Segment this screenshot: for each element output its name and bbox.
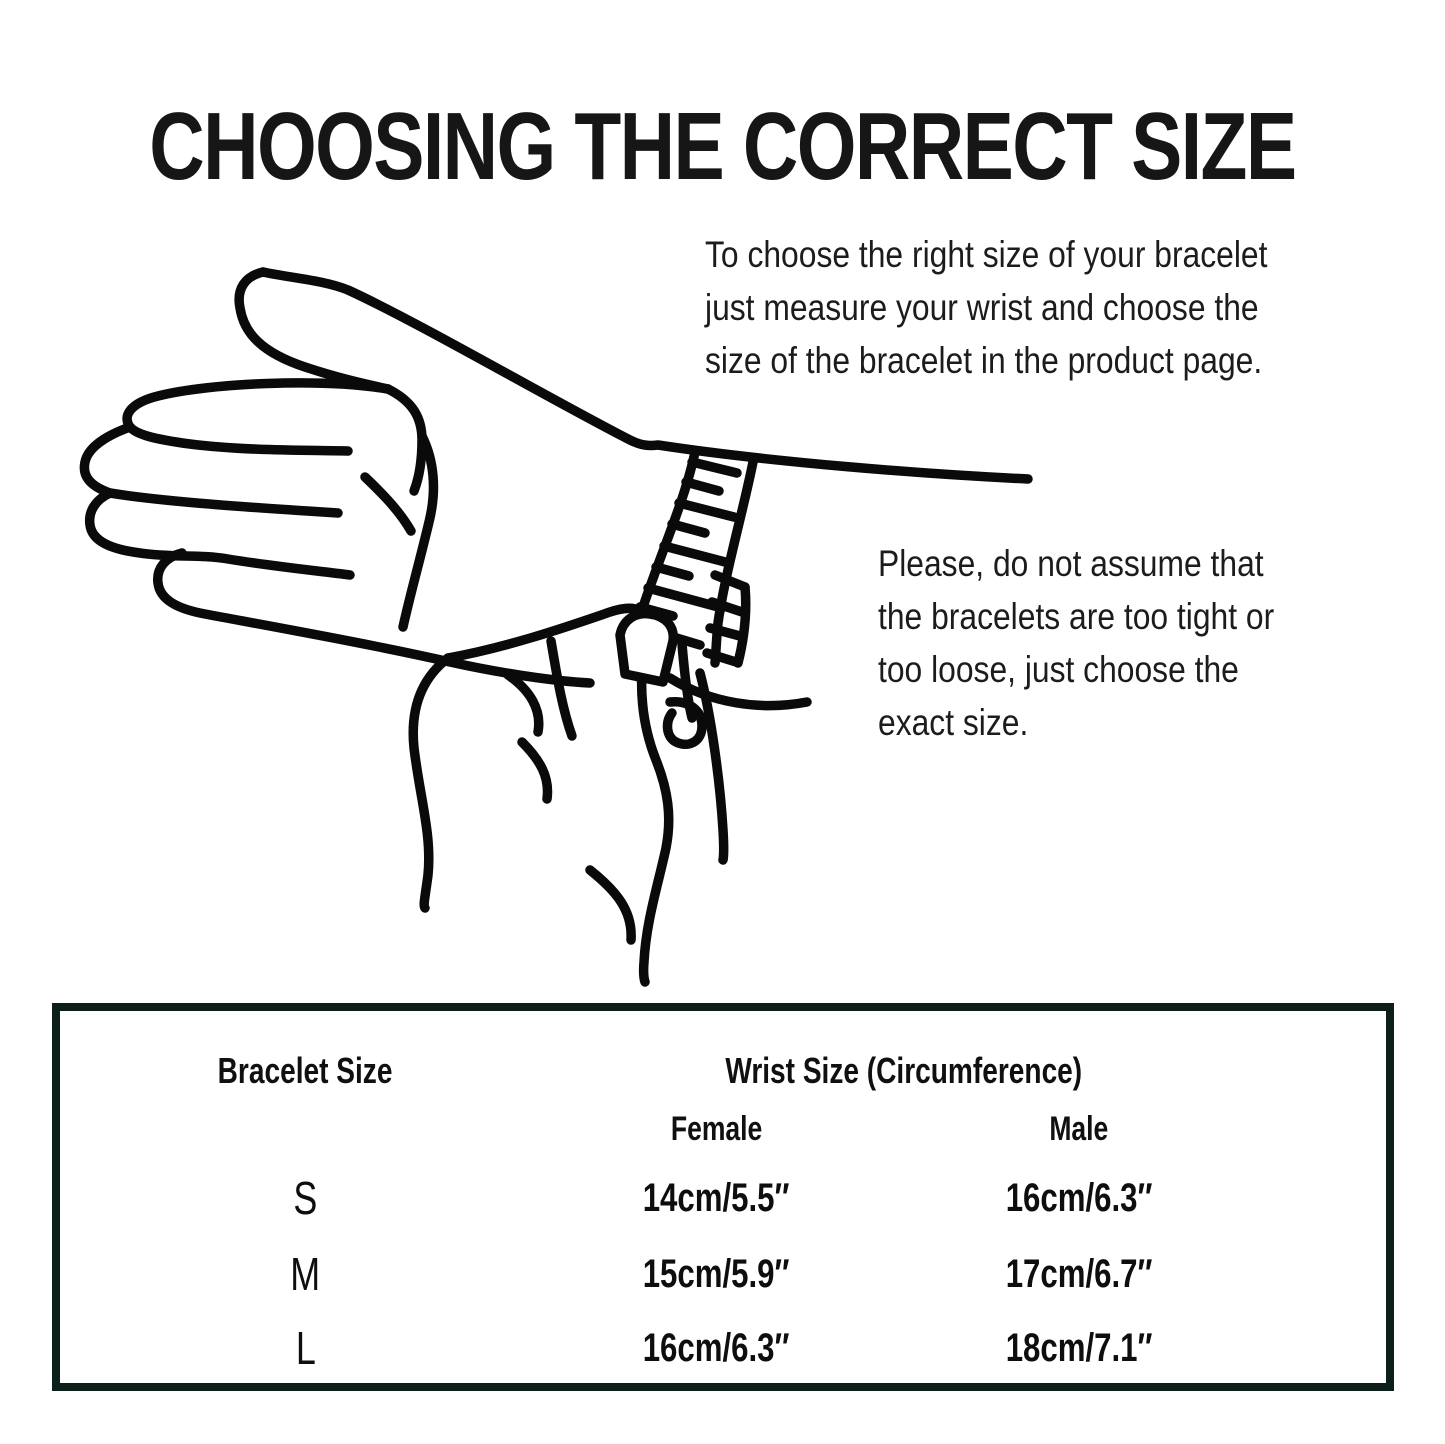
- intro-line: size of the bracelet in the product page.: [705, 340, 1263, 381]
- page-title-row: [0, 92, 1445, 202]
- open-hand: [84, 272, 1028, 683]
- female-value: 15cm/5.9″: [642, 1251, 790, 1296]
- male-value: 16cm/6.3″: [1005, 1175, 1153, 1220]
- note-line: exact size.: [878, 702, 1029, 743]
- size-label: S: [293, 1172, 318, 1224]
- header-bracelet-size: Bracelet Size: [217, 1050, 393, 1091]
- note-line: the bracelets are too tight or: [878, 596, 1275, 637]
- table-row-s: [60, 1167, 1386, 1229]
- female-value: 14cm/5.5″: [642, 1175, 790, 1220]
- table-row-l: [60, 1317, 1386, 1379]
- size-label: L: [295, 1322, 316, 1374]
- hand-measurement-illustration: [70, 250, 1060, 1010]
- header-wrist-size: Wrist Size (Circumference): [724, 1050, 1082, 1091]
- measuring-tape: [633, 452, 807, 744]
- intro-line: To choose the right size of your bracelet: [705, 234, 1268, 275]
- size-table: [52, 1003, 1394, 1391]
- table-subheader-row: [60, 1105, 1386, 1153]
- subheader-female: Female: [670, 1109, 763, 1148]
- male-value: 18cm/7.1″: [1005, 1325, 1153, 1370]
- subheader-male: Male: [1049, 1109, 1109, 1148]
- table-row-m: [60, 1243, 1386, 1305]
- table-header-row: [60, 1045, 1386, 1097]
- page-title: CHOOSING THE CORRECT SIZE: [149, 93, 1296, 200]
- female-value: 16cm/6.3″: [642, 1325, 790, 1370]
- male-value: 17cm/6.7″: [1005, 1251, 1153, 1296]
- note-line: too loose, just choose the: [878, 649, 1239, 690]
- intro-line: just measure your wrist and choose the: [705, 287, 1259, 328]
- size-label: M: [290, 1248, 321, 1300]
- note-line: Please, do not assume that: [878, 543, 1264, 584]
